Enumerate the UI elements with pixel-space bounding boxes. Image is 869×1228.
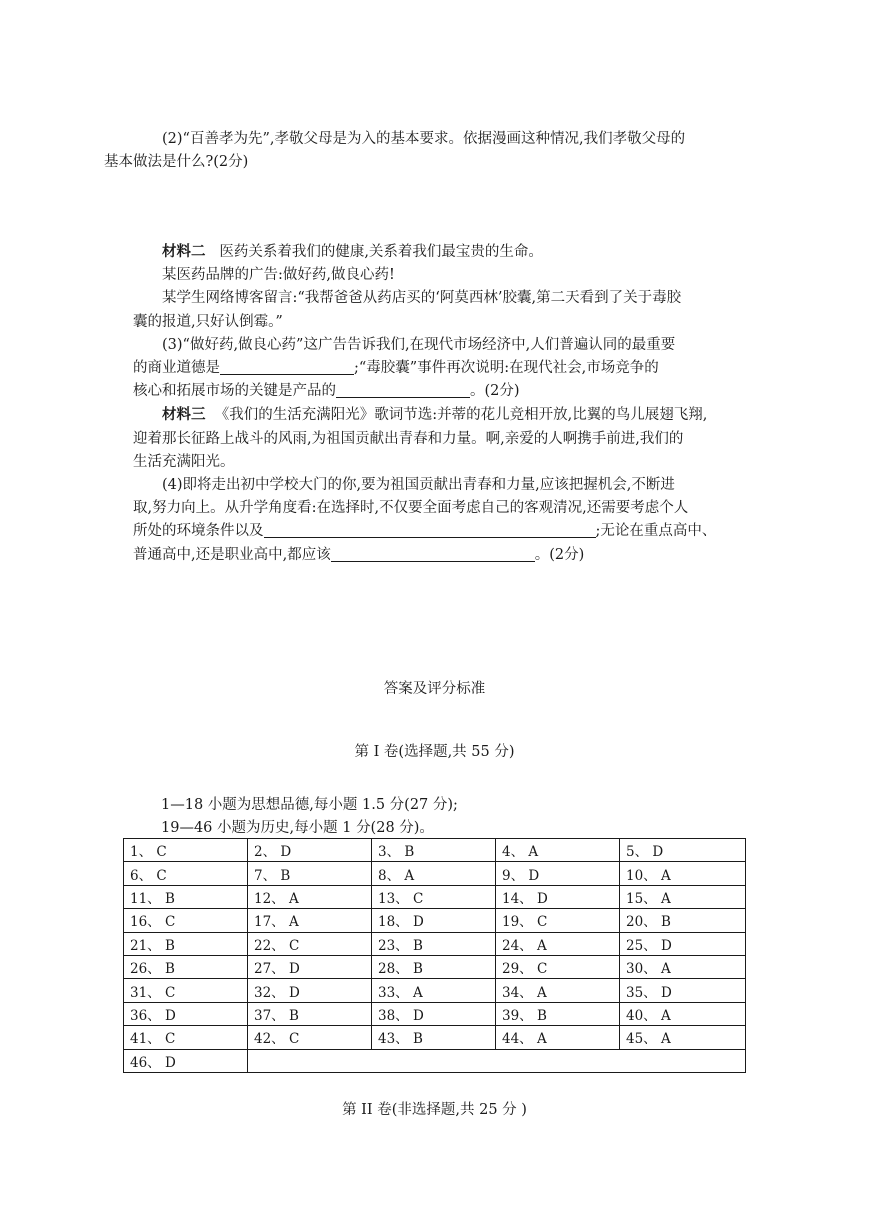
answer-cell: 32、 D bbox=[248, 979, 372, 1002]
answer-cell: 19、 C bbox=[496, 909, 620, 932]
answer-blank-social-needs[interactable] bbox=[264, 521, 596, 538]
answer-cell: 14、 D bbox=[496, 885, 620, 908]
question-2-line1: (2)“百善孝为先”,孝敬父母是为入的基本要求。依据漫画这种情况,我们孝敬父母的 bbox=[162, 131, 686, 147]
table-row bbox=[124, 955, 746, 978]
table-row bbox=[124, 839, 746, 862]
answer-blank-product-quality[interactable] bbox=[336, 381, 470, 398]
question-4-text-a: 所处的环境条件以及 bbox=[133, 523, 264, 540]
question-3-line1: (3)“做好药,做良心药”这广告告诉我们,在现代市场经济中,人们普遍认同的最重要 bbox=[162, 336, 676, 353]
answer-cell: 3、 B bbox=[372, 839, 496, 862]
answer-cell: 5、 D bbox=[620, 839, 746, 862]
answer-cell: 6、 C bbox=[124, 862, 248, 885]
answer-title: 答案及评分标准 bbox=[383, 681, 486, 697]
answer-cell: 16、 C bbox=[124, 909, 248, 932]
question-4-line1: (4)即将走出初中学校大门的你,要为祖国贡献出青春和力量,应该把握机会,不断进 bbox=[162, 477, 675, 494]
scoring-note-2: 19—46 小题为历史,每小题 1 分(28 分)。 bbox=[161, 820, 434, 836]
answer-cell: 11、 B bbox=[124, 885, 248, 908]
answer-cell: 27、 D bbox=[248, 955, 372, 978]
answer-cell: 37、 B bbox=[248, 1002, 372, 1025]
question-4-text-d: 。(2分) bbox=[534, 546, 585, 563]
answer-cell: 40、 A bbox=[620, 1002, 746, 1025]
answer-cell: 45、 A bbox=[620, 1026, 746, 1049]
question-3-text-d: 。(2分) bbox=[470, 383, 520, 400]
section-1-title: 第 I 卷(选择题,共 55 分) bbox=[354, 744, 515, 760]
answer-cell: 30、 A bbox=[620, 955, 746, 978]
answer-cell: 43、 B bbox=[372, 1026, 496, 1049]
answer-cell: 29、 C bbox=[496, 955, 620, 978]
answer-cell: 10、 A bbox=[620, 862, 746, 885]
answer-cell: 33、 A bbox=[372, 979, 496, 1002]
answer-cell: 4、 A bbox=[496, 839, 620, 862]
material-2-ad: 某医药品牌的广告:做好药,做良心药! bbox=[162, 267, 395, 284]
material-2-blog-line2: 囊的报道,只好认倒霉。” bbox=[133, 313, 283, 330]
material-2-text: 医药关系着我们的健康,关系着我们最宝贵的生命。 bbox=[219, 244, 543, 260]
table-row bbox=[124, 1026, 746, 1049]
answer-cell: 42、 C bbox=[248, 1026, 372, 1049]
answer-cell: 15、 A bbox=[620, 885, 746, 908]
material-3-label: 材料三 bbox=[162, 406, 206, 424]
answer-cell: 21、 B bbox=[124, 932, 248, 955]
answer-cell: 8、 A bbox=[372, 862, 496, 885]
answer-cell: 25、 D bbox=[620, 932, 746, 955]
answer-cell: 39、 B bbox=[496, 1002, 620, 1025]
answer-cell: 46、 D bbox=[124, 1049, 248, 1072]
scoring-note-1: 1—18 小题为思想品德,每小题 1.5 分(27 分); bbox=[161, 797, 458, 813]
table-row bbox=[124, 979, 746, 1002]
question-2 bbox=[104, 128, 738, 174]
question-3-text-a: 的商业道德是 bbox=[133, 360, 220, 377]
table-row bbox=[124, 885, 746, 908]
question-4-text-c: 普通高中,还是职业高中,都应该 bbox=[133, 546, 331, 563]
material-2 bbox=[133, 240, 738, 567]
material-3-text-line2: 迎着那长征路上战斗的风雨,为祖国贡献出青春和力量。啊,亲爱的人啊携手前进,我们的 bbox=[133, 430, 684, 447]
answer-cell: 22、 C bbox=[248, 932, 372, 955]
question-3-text-c: 核心和拓展市场的关键是产品的 bbox=[133, 383, 336, 400]
answer-blank-business-ethics[interactable] bbox=[220, 358, 354, 375]
answer-cell: 9、 D bbox=[496, 862, 620, 885]
table-row bbox=[124, 1049, 746, 1072]
table-row bbox=[124, 862, 746, 885]
material-2-blog-line1: 某学生网络博客留言:“我帮爸爸从药店买的‘阿莫西林’胶囊,第二天看到了关于毒胶 bbox=[162, 290, 682, 307]
answer-cell: 17、 A bbox=[248, 909, 372, 932]
answer-cell: 41、 C bbox=[124, 1026, 248, 1049]
answer-cell: 36、 D bbox=[124, 1002, 248, 1025]
answer-cell: 35、 D bbox=[620, 979, 746, 1002]
answer-blank-attitude[interactable] bbox=[331, 545, 535, 562]
answer-cell: 7、 B bbox=[248, 862, 372, 885]
answer-cell: 20、 B bbox=[620, 909, 746, 932]
answer-cell: 44、 A bbox=[496, 1026, 620, 1049]
answer-cell: 18、 D bbox=[372, 909, 496, 932]
material-2-label: 材料二 bbox=[162, 243, 206, 260]
answer-cell: 12、 A bbox=[248, 885, 372, 908]
question-4-line2: 取,努力向上。从升学角度看:在选择时,不仅要全面考虑自己的客观清况,还需要考虑个人 bbox=[133, 500, 689, 517]
table-row bbox=[124, 932, 746, 955]
material-3-text-line1: 《我们的生活充满阳光》歌词节选:并蒂的花儿竞相开放,比翼的鸟儿展翅飞翔, bbox=[214, 407, 708, 424]
answer-cell: 23、 B bbox=[372, 932, 496, 955]
material-3-text-line3: 生活充满阳光。 bbox=[133, 453, 235, 470]
table-row bbox=[124, 909, 746, 932]
answer-cell: 26、 B bbox=[124, 955, 248, 978]
question-3-text-b: ;“毒胶囊”事件再次说明:在现代社会,市场竞争的 bbox=[354, 360, 659, 377]
answer-cell: 24、 A bbox=[496, 932, 620, 955]
answer-cell: 31、 C bbox=[124, 979, 248, 1002]
answer-cell: 2、 D bbox=[248, 839, 372, 862]
answer-cell: 28、 B bbox=[372, 955, 496, 978]
answer-cell: 1、 C bbox=[124, 839, 248, 862]
answer-table bbox=[123, 838, 746, 1073]
section-2-title: 第 II 卷(非选择题,共 25 分 ) bbox=[342, 1102, 527, 1118]
empty-cell bbox=[248, 1049, 746, 1072]
question-4-text-b: ;无论在重点高中、 bbox=[595, 523, 717, 540]
answer-cell: 13、 C bbox=[372, 885, 496, 908]
answer-cell: 34、 A bbox=[496, 979, 620, 1002]
answer-cell: 38、 D bbox=[372, 1002, 496, 1025]
question-2-line2: 基本做法是什么?(2分) bbox=[104, 154, 249, 171]
table-row bbox=[124, 1002, 746, 1025]
